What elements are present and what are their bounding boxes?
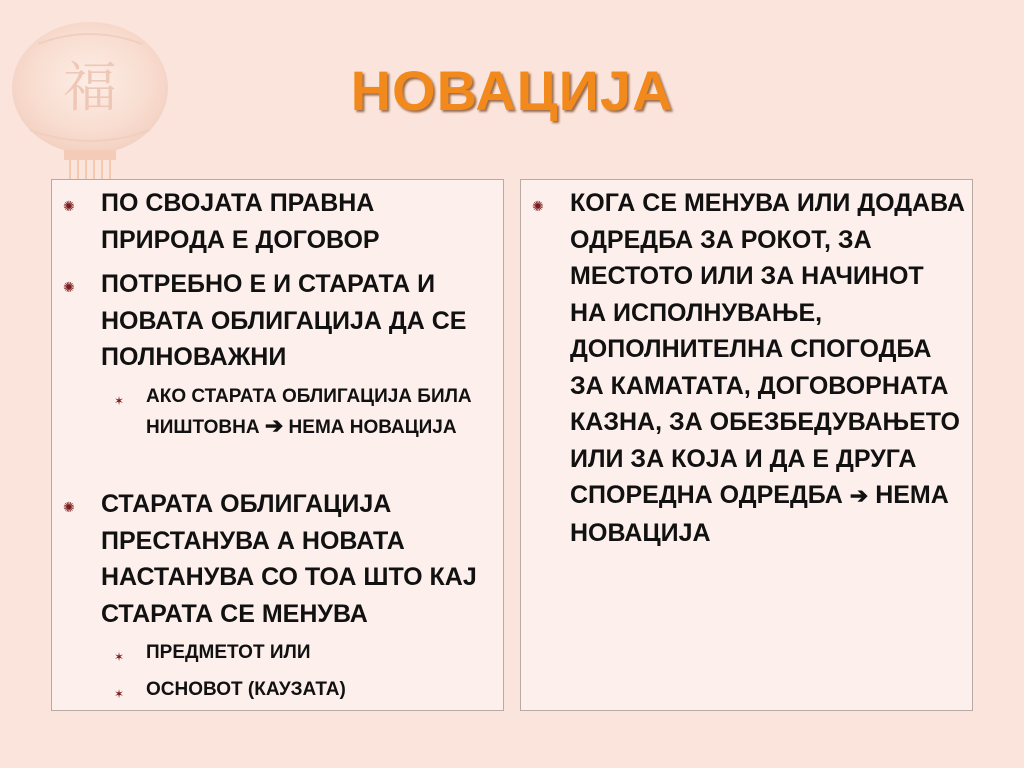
- list-item: СТАРАТА ОБЛИГАЦИЈА ПРЕСТАНУВА А НОВАТА НАСТАНУВА СО ТОА ШТО КАЈ СТАРАТА СЕ МЕНУВА: [101, 490, 477, 628]
- right-content-box: [520, 179, 973, 711]
- star-bullet-icon: ✶: [114, 394, 125, 408]
- bullet-icon: ✺: [63, 279, 75, 295]
- slide-title: НОВАЦИЈА: [350, 59, 674, 122]
- list-item: КОГА СЕ МЕНУВА ИЛИ ДОДАВА ОДРЕДБА ЗА РОКОТ, ЗА МЕСТОТО ИЛИ ЗА НАЧИНОТ НА ИСПОЛНУВАЊЕ, ДОПОЛНИТЕЛНА СПОГОДБА ЗА КАМАТАТА, ДОГОВОРНАТА КАЗНА, ЗА ОБЕЗБЕДУВАЊЕТО ИЛИ ЗА КОЈА И ДА Е ДРУГА СПОРЕДНА ОДРЕДБА ➔ НЕМА НОВАЦИЈА: [570, 189, 965, 547]
- list-item: ПО СВОЈАТА ПРАВНА ПРИРОДА Е ДОГОВОР: [101, 189, 380, 254]
- star-bullet-icon: ✶: [114, 650, 125, 664]
- sub-list-item: ОСНОВОТ (КАУЗАТА): [146, 679, 346, 700]
- bullet-icon: ✺: [532, 198, 544, 214]
- left-content-box: [51, 179, 504, 711]
- sub-list-item: АКО СТАРАТА ОБЛИГАЦИЈА БИЛА НИШТОВНА ➔ НЕМА НОВАЦИЈА: [146, 386, 472, 438]
- list-item: ПОТРЕБНО Е И СТАРАТА И НОВАТА ОБЛИГАЦИЈА ДА СЕ ПОЛНОВАЖНИ: [101, 270, 467, 371]
- bullet-icon: ✺: [63, 198, 75, 214]
- arrow-right-icon: ➔: [849, 483, 869, 508]
- arrow-right-icon: ➔: [264, 412, 284, 438]
- sub-list-item: ПРЕДМЕТОТ ИЛИ: [146, 642, 311, 663]
- lantern-glyph: 福: [63, 56, 117, 119]
- bullet-icon: ✺: [63, 499, 75, 515]
- star-bullet-icon: ✶: [114, 687, 125, 701]
